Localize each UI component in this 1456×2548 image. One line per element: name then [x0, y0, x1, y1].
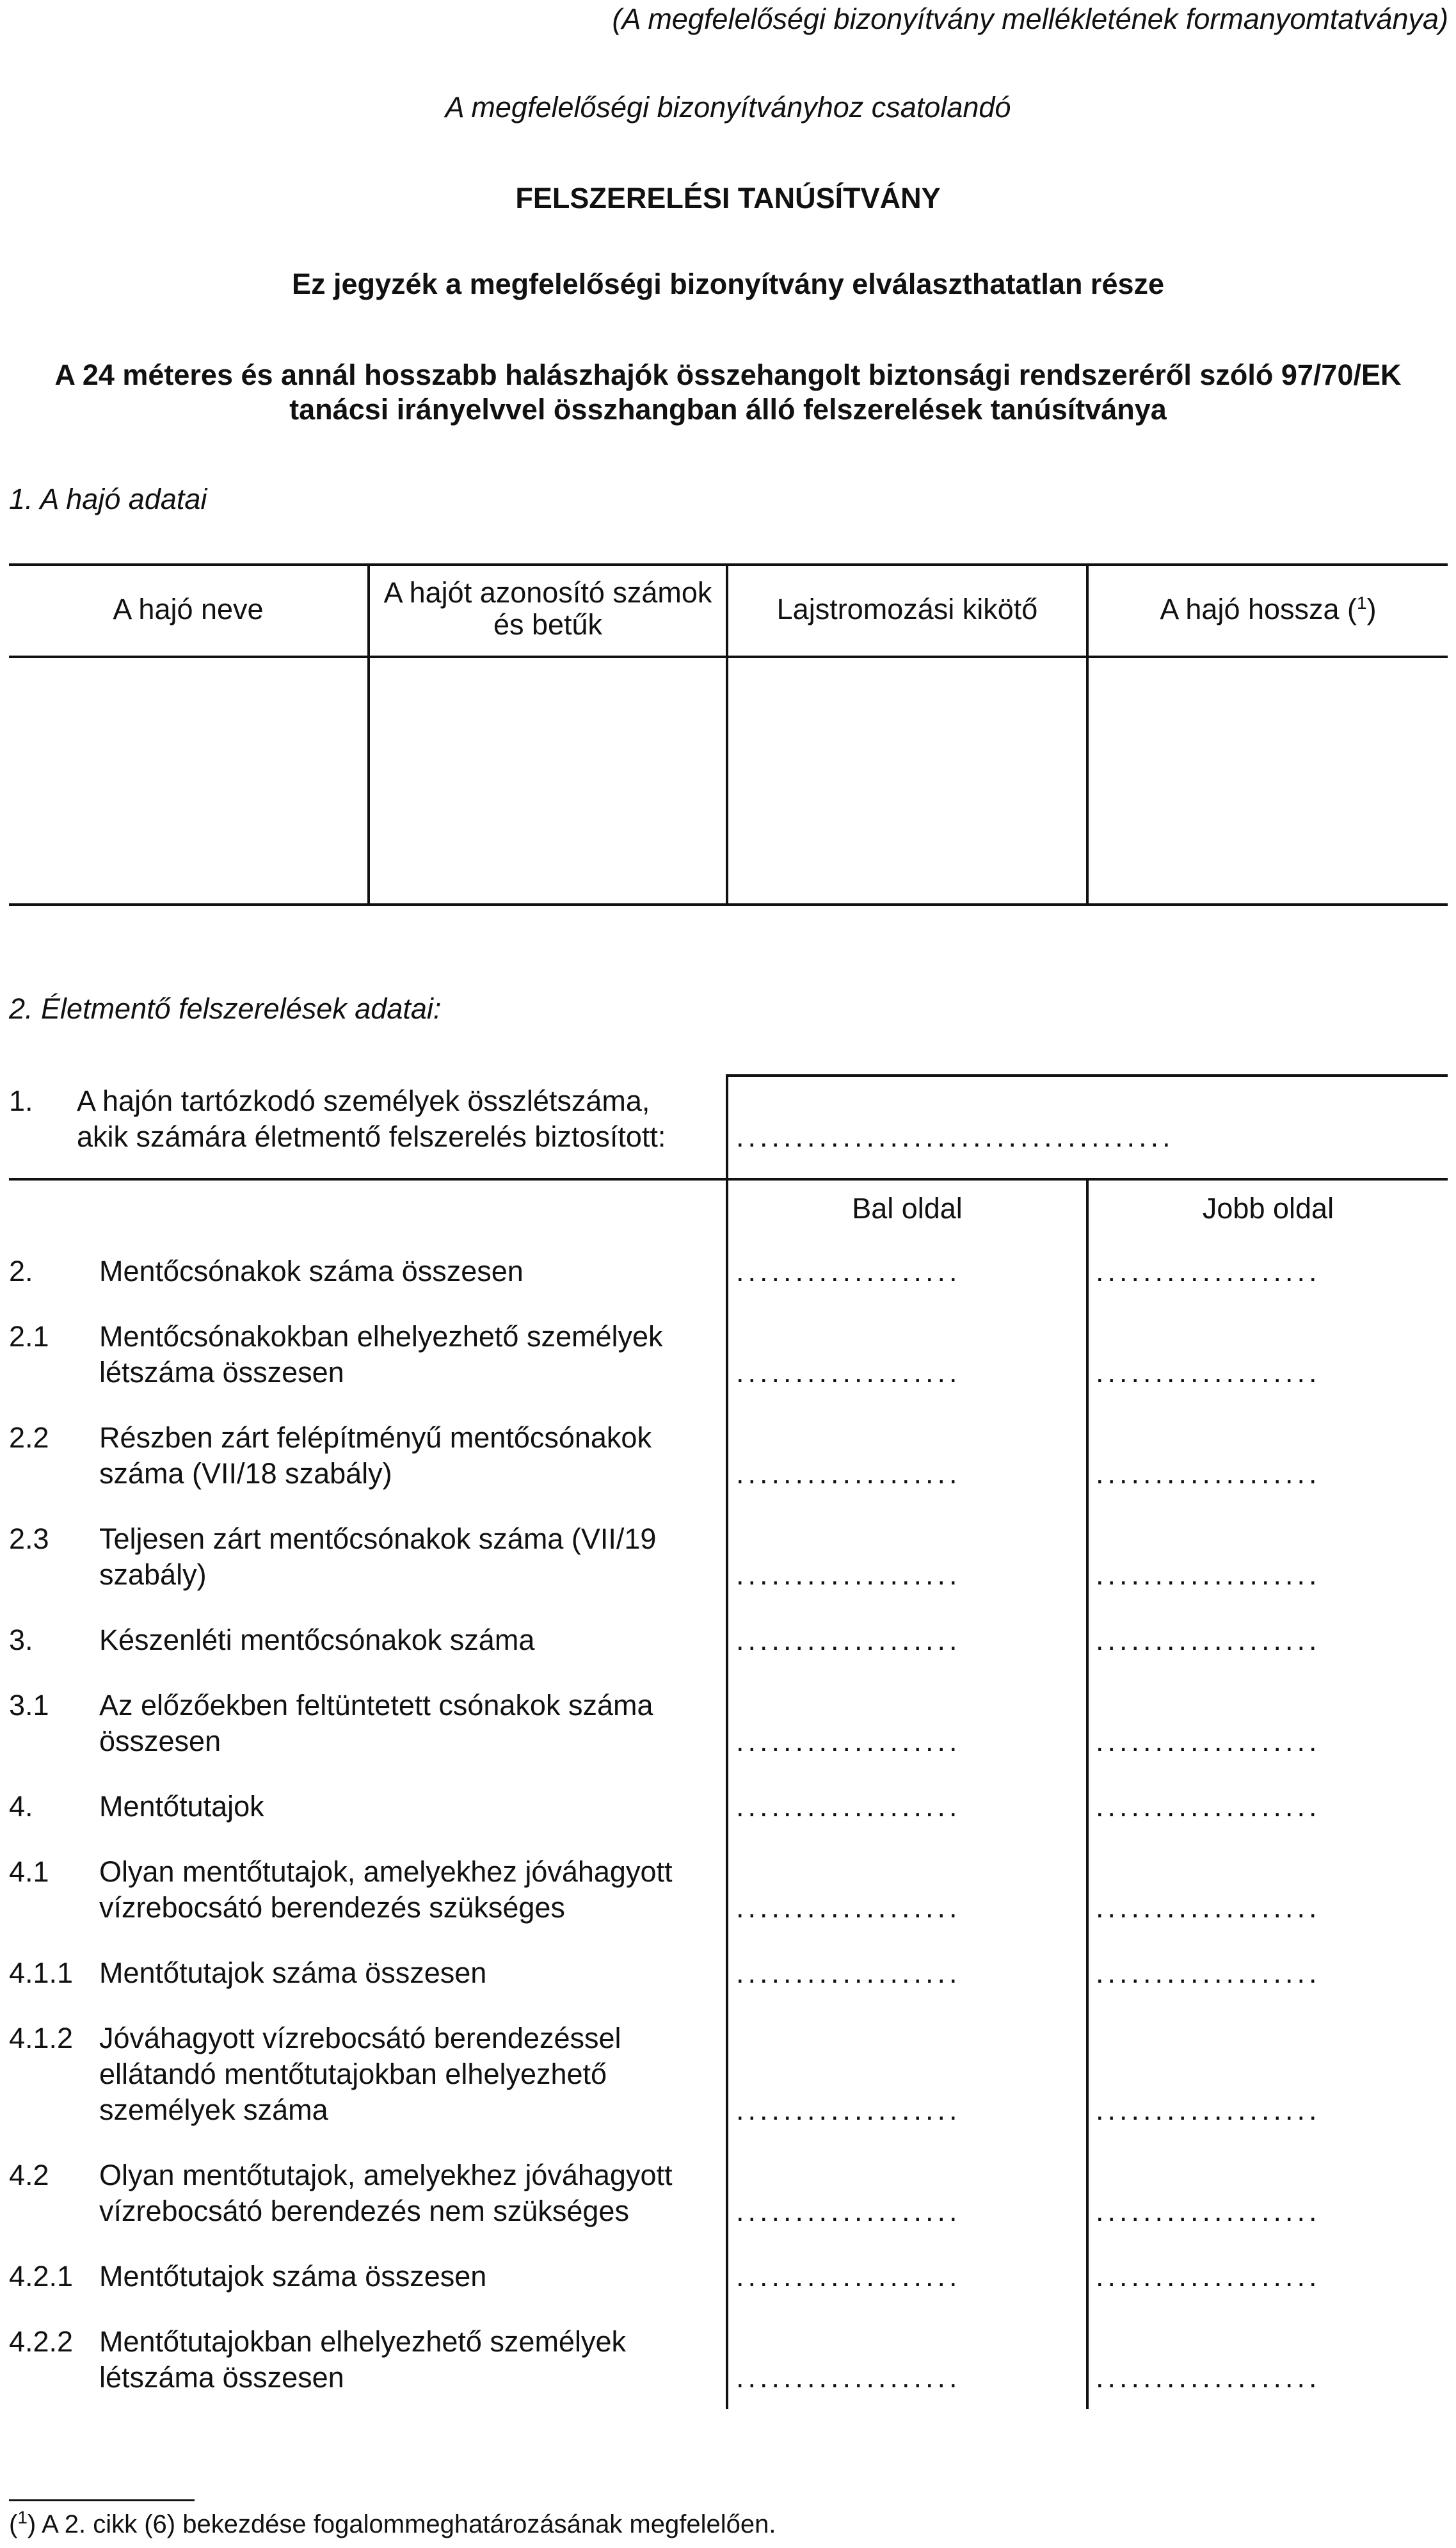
page-subtitle: Ez jegyzék a megfelelőségi bizonyítvány elválaszthatatlan része — [291, 268, 1165, 300]
row-label — [99, 1688, 714, 1759]
col-ship-length-close: ) — [1366, 593, 1377, 625]
footnote-text: A 2. cikk (6) bekezdése fogalommeghatározásának megfelelően. — [36, 2510, 776, 2538]
dots-right: ................... — [1096, 2195, 1321, 2227]
dots-left: ................... — [736, 2195, 961, 2227]
row-number: 4.2.2 — [9, 2325, 74, 2358]
section1-heading: 1. A hajó adatai — [9, 483, 207, 515]
footnote-ref: 1 — [1357, 593, 1367, 613]
footnote-marker: 1 — [17, 2507, 28, 2528]
row-label — [99, 1420, 714, 1492]
dots-right: ................... — [1096, 1956, 1321, 1989]
dots-left: ................... — [736, 1891, 961, 1924]
dots-right: ................... — [1096, 1457, 1321, 1490]
row-number: 4.1.2 — [9, 2022, 74, 2054]
dots-right: ................... — [1096, 1356, 1321, 1389]
row-label — [99, 2259, 714, 2294]
col-registry-port-label: Lajstromozási kikötő — [776, 593, 1038, 625]
row-label-line: szabály) — [99, 1558, 207, 1591]
attach-note: A megfelelőségi bizonyítványhoz csatolandó — [445, 91, 1011, 124]
row-label-line: Mentőtutajok száma összesen — [99, 2260, 487, 2293]
footnote-rule — [9, 2499, 195, 2501]
col-right-side: Jobb oldal — [1202, 1192, 1334, 1225]
dots-left: ................... — [736, 1356, 961, 1389]
row-label-line: Készenléti mentőcsónakok száma — [99, 1624, 535, 1656]
row-label-line: Teljesen zárt mentőcsónakok száma (VII/19 — [99, 1522, 657, 1555]
row-number: 4.2 — [9, 2159, 49, 2191]
dots-left: ................... — [736, 1457, 961, 1490]
row-label-line: Jóváhagyott vízrebocsátó berendezéssel — [99, 2022, 621, 2054]
row-number: 2.3 — [9, 1522, 49, 1555]
dots-right: ................... — [1096, 1624, 1321, 1656]
dots-left: ................... — [736, 2361, 961, 2394]
dots-right: ................... — [1096, 1790, 1321, 1823]
dots-right: ................... — [1096, 2361, 1321, 2394]
section2-heading: 2. Életmentő felszerelések adatai: — [9, 992, 442, 1025]
row-label-line: Olyan mentőtutajok, amelyekhez jóváhagyott — [99, 1855, 673, 1888]
row-label — [99, 2157, 714, 2229]
dots-right: ................... — [1096, 1725, 1321, 1757]
dots-left: ................... — [736, 1255, 961, 1287]
item1-label — [77, 1083, 717, 1155]
footnote: ($^1$) A 2. cikk (6) bekezdése fogalommeghatározásának megfelelően. — [9, 2507, 776, 2538]
row-label-line: Mentőcsónakok száma összesen — [99, 1255, 524, 1287]
dots-left: ................... — [736, 2260, 961, 2293]
dots-right: ................... — [1096, 1558, 1321, 1591]
item1-number: 1. — [9, 1085, 33, 1117]
col-ship-id-line1: A hajót azonosító számok — [383, 576, 712, 609]
annex-note: (A megfelelőségi bizonyítvány mellékletének formanyomtatványa) — [612, 3, 1448, 35]
dots-left: ................... — [736, 1956, 961, 1989]
row-label-line: Részben zárt felépítményű mentőcsónakok — [99, 1421, 652, 1454]
row-label-line: Mentőtutajok — [99, 1790, 264, 1823]
col-registry-port — [728, 592, 1086, 627]
row-number: 3. — [9, 1624, 33, 1656]
dots-right: ................... — [1096, 2260, 1321, 2293]
dots-right: ................... — [1096, 1255, 1321, 1287]
row-number: 3.1 — [9, 1689, 49, 1722]
row-label-line: Mentőtutajok száma összesen — [99, 1956, 487, 1989]
row-label — [99, 1622, 714, 1658]
row-label-line: száma (VII/18 szabály) — [99, 1457, 392, 1490]
row-label-line: ellátandó mentőtutajokban elhelyezhető — [99, 2058, 607, 2090]
row-label-line: személyek száma — [99, 2093, 328, 2126]
item1-dots: ..................................... — [736, 1120, 1174, 1153]
row-label-line: vízrebocsátó berendezés nem szükséges — [99, 2195, 629, 2227]
row-label-line: Mentőcsónakokban elhelyezhető személyek — [99, 1320, 663, 1353]
row-number: 4. — [9, 1790, 33, 1823]
description-line-2: tanácsi irányelvvel összhangban álló felszerelések tanúsítványa — [289, 393, 1167, 426]
col-ship-length-label: A hajó hossza ( — [1160, 593, 1357, 625]
dots-right: ................... — [1096, 2093, 1321, 2126]
row-label — [99, 1521, 714, 1593]
row-number: 2. — [9, 1255, 33, 1287]
row-label — [99, 1254, 714, 1289]
row-label — [99, 1789, 714, 1825]
dots-left: ................... — [736, 1624, 961, 1656]
col-ship-length — [1089, 592, 1448, 627]
dots-left: ................... — [736, 1725, 961, 1757]
row-number: 2.1 — [9, 1320, 49, 1353]
row-label-line: vízrebocsátó berendezés szükséges — [99, 1891, 565, 1924]
row-label-line: Olyan mentőtutajok, amelyekhez jóváhagyott — [99, 2159, 673, 2191]
row-number: 4.1 — [9, 1855, 49, 1888]
dots-left: ................... — [736, 1790, 961, 1823]
row-label-line: összesen — [99, 1725, 221, 1757]
row-number: 2.2 — [9, 1421, 49, 1454]
col-ship-id-line2: és betűk — [493, 608, 603, 641]
row-label — [99, 2020, 714, 2128]
dots-left: ................... — [736, 2093, 961, 2126]
item1-line1: A hajón tartózkodó személyek összlétszáma, — [77, 1085, 650, 1117]
row-label-line: Mentőtutajokban elhelyezhető személyek — [99, 2325, 626, 2358]
row-number: 4.2.1 — [9, 2260, 74, 2293]
page-title: FELSZERELÉSI TANÚSÍTVÁNY — [515, 182, 941, 214]
row-label-line: Az előzőekben feltüntetett csónakok száma — [99, 1689, 653, 1722]
row-label — [99, 1854, 714, 1926]
row-label — [99, 2324, 714, 2396]
row-label-line: létszáma összesen — [99, 1356, 344, 1389]
item1-line2: akik számára életmentő felszerelés biztosított: — [77, 1120, 666, 1153]
dots-left: ................... — [736, 1558, 961, 1591]
row-label — [99, 1319, 714, 1391]
row-number: 4.1.1 — [9, 1956, 74, 1989]
description-line-1: A 24 méteres és annál hosszabb halászhajók összehangolt biztonsági rendszeréről szóló 97/70/EK — [54, 359, 1402, 391]
col-left-side: Bal oldal — [852, 1192, 963, 1225]
row-label-line: létszáma összesen — [99, 2361, 344, 2394]
col-ship-id — [370, 575, 726, 643]
dots-right: ................... — [1096, 1891, 1321, 1924]
row-label — [99, 1955, 714, 1991]
col-ship-name-label: A hajó neve — [113, 593, 264, 625]
col-ship-name — [9, 592, 367, 627]
